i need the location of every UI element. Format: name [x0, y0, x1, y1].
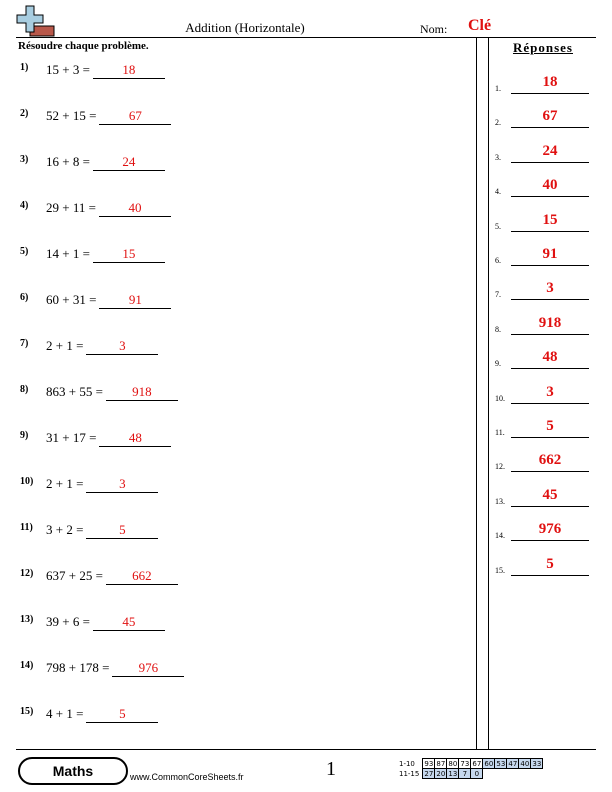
answer-blank[interactable]: 5	[86, 706, 158, 723]
problem-expression: 39 + 6 =	[46, 614, 90, 629]
problem-row	[20, 522, 158, 546]
answer-blank[interactable]: 3	[86, 338, 158, 355]
problem-row	[20, 660, 184, 684]
instructions: Résoudre chaque problème.	[18, 40, 149, 52]
problem-number: 13)	[20, 614, 34, 625]
problem-row	[20, 706, 158, 730]
answer-key-value: 45	[542, 486, 558, 503]
answer-key-line	[511, 506, 589, 507]
answer-key-number: 8.	[495, 324, 501, 334]
answer-key-value: 3	[546, 280, 554, 297]
answer-key-line	[511, 540, 589, 541]
score-cell: 20	[436, 769, 446, 778]
answer-key-number: 11.	[495, 428, 505, 437]
problem-number: 2)	[20, 108, 29, 119]
problem-number: 3)	[20, 154, 29, 165]
answer-key-line	[511, 162, 589, 163]
answer-key-line	[511, 196, 589, 197]
score-cell: 93	[424, 759, 434, 768]
answer-key-line	[511, 403, 589, 404]
problem-row	[20, 108, 171, 132]
answer-blank[interactable]: 3	[86, 476, 158, 493]
subject-badge: Maths	[18, 757, 128, 785]
problem-number: 8)	[20, 384, 29, 395]
problem-row	[20, 384, 178, 408]
problem-expression: 637 + 25 =	[46, 568, 103, 583]
answer-key-number: 9.	[495, 359, 501, 369]
answer-key-item	[495, 212, 595, 236]
answer-key-item	[495, 246, 595, 270]
answers-title: Réponses	[512, 40, 573, 55]
answer-key-number: 7.	[495, 290, 501, 300]
score-cell: 7	[459, 769, 471, 779]
answer-key-line	[511, 265, 589, 266]
answer-key-line	[511, 471, 589, 472]
answer-key-item	[495, 418, 595, 442]
score-cell: 87	[436, 759, 446, 768]
answer-key-item	[495, 384, 595, 408]
answer-key-value: 662	[538, 452, 562, 469]
problem-number: 9)	[20, 430, 29, 441]
problem-expression: 60 + 31 =	[46, 292, 97, 307]
score-cell: 67	[472, 759, 482, 768]
answer-key-number: 2.	[495, 118, 501, 128]
score-cell: 47	[508, 759, 518, 768]
score-row	[398, 769, 543, 779]
problem-number: 7)	[20, 338, 29, 349]
problem-row	[20, 154, 165, 178]
answer-key-value: 5	[546, 555, 554, 572]
answer-key-item	[495, 108, 595, 132]
answer-key-number: 14.	[495, 531, 505, 541]
score-cell: 27	[424, 769, 434, 778]
column-divider	[488, 37, 489, 749]
footer-divider	[16, 749, 596, 750]
answer-key-item	[495, 521, 595, 545]
score-cell: 40	[520, 759, 530, 768]
answer-key-number: 5.	[495, 221, 501, 231]
page-number: 1	[326, 758, 336, 780]
answer-key-number: 1.	[495, 84, 501, 93]
problem-number: 6)	[20, 292, 29, 303]
answer-blank[interactable]: 48	[99, 430, 171, 447]
problem-number: 11)	[20, 522, 33, 533]
problem-row	[20, 292, 171, 316]
answer-key-item	[495, 74, 595, 98]
answer-key-value: 918	[538, 314, 562, 331]
answer-key-number: 6.	[495, 256, 501, 265]
problem-row	[20, 476, 158, 500]
answer-key-value: 18	[542, 74, 558, 90]
answer-key-value: 91	[542, 246, 558, 262]
score-cell: 80	[448, 759, 458, 768]
answer-key-line	[511, 93, 589, 94]
answer-key-value: 3	[546, 383, 554, 400]
answer-key-line	[511, 437, 589, 438]
problem-row	[20, 430, 171, 454]
answer-key-item	[495, 177, 595, 201]
answer-key-item	[495, 349, 595, 373]
answer-blank[interactable]: 67	[99, 108, 171, 125]
problem-expression: 2 + 1 =	[46, 338, 84, 353]
score-cell: 73	[460, 759, 470, 768]
answer-key-item	[495, 280, 595, 304]
answer-key-line	[511, 334, 589, 335]
answer-blank[interactable]: 40	[99, 200, 171, 217]
problem-expression: 3 + 2 =	[46, 522, 84, 537]
problem-number: 12)	[20, 568, 34, 579]
answer-key-value: 40	[542, 177, 558, 194]
problem-number: 4)	[20, 200, 29, 211]
score-range-label: 1-10	[399, 759, 415, 768]
answer-blank[interactable]: 5	[86, 522, 158, 539]
score-cell: 33	[532, 759, 542, 768]
answer-blank[interactable]: 15	[93, 246, 165, 263]
problem-expression: 31 + 17 =	[46, 430, 97, 445]
website-link[interactable]: www.CommonCoreSheets.fr	[130, 772, 244, 782]
score-cell: 0	[471, 769, 483, 779]
problem-expression: 14 + 1 =	[46, 246, 90, 261]
problem-row	[20, 246, 165, 270]
problem-row	[20, 614, 165, 638]
answer-blank[interactable]: 91	[99, 292, 171, 309]
answer-blank[interactable]: 24	[93, 154, 165, 171]
answer-key-value: 15	[542, 211, 558, 228]
score-range-label: 11-15	[399, 769, 420, 778]
answer-key-item	[495, 556, 595, 580]
problem-number: 14)	[20, 660, 34, 671]
answer-key-item	[495, 452, 595, 476]
name-value: Clé	[468, 17, 492, 34]
header-divider	[16, 37, 596, 38]
answer-key-value: 67	[542, 108, 558, 125]
problem-expression: 2 + 1 =	[46, 476, 84, 491]
problem-number: 5)	[20, 246, 29, 257]
score-cell: 60	[484, 759, 494, 768]
problem-expression: 863 + 55 =	[46, 384, 103, 399]
answer-key-value: 976	[538, 521, 562, 538]
answer-key-line	[511, 368, 589, 369]
problem-expression: 4 + 1 =	[46, 706, 84, 721]
answer-blank[interactable]: 976	[112, 660, 184, 677]
problem-row	[20, 62, 165, 86]
answer-key-number: 13.	[495, 496, 505, 506]
answer-key-number: 12.	[495, 462, 505, 472]
problem-number: 1)	[20, 62, 29, 73]
score-cell: 13	[448, 769, 458, 778]
answer-key-item	[495, 487, 595, 511]
answer-blank[interactable]: 45	[93, 614, 165, 631]
answer-key-value: 5	[546, 418, 554, 434]
answer-key-value: 48	[542, 349, 558, 366]
problem-row	[20, 338, 158, 362]
answer-key-number: 3.	[495, 152, 501, 162]
answer-key-value: 24	[542, 142, 558, 159]
answer-key-line	[511, 231, 589, 232]
column-divider	[476, 37, 477, 749]
answer-key-item	[495, 315, 595, 339]
name-label: Nom:	[420, 22, 448, 36]
problem-expression: 29 + 11 =	[46, 200, 96, 215]
answer-key-line	[511, 575, 589, 576]
score-table	[398, 758, 543, 779]
problem-expression: 16 + 8 =	[46, 154, 90, 169]
answer-key-number: 15.	[495, 565, 505, 575]
problem-number: 10)	[20, 476, 34, 487]
answer-key-number: 4.	[495, 187, 501, 197]
answer-blank[interactable]: 18	[93, 62, 165, 79]
worksheet-title: Addition (Horizontale)	[185, 20, 305, 35]
problem-row	[20, 200, 171, 224]
answer-blank[interactable]: 662	[106, 568, 178, 585]
answer-key-line	[511, 299, 589, 300]
answer-key-line	[511, 127, 589, 128]
problem-expression: 798 + 178 =	[46, 660, 110, 675]
answer-key-number: 10.	[495, 393, 505, 403]
problem-expression: 15 + 3 =	[46, 62, 90, 77]
problem-row	[20, 568, 178, 592]
score-cell: 53	[496, 759, 506, 768]
answer-blank[interactable]: 918	[106, 384, 178, 401]
problem-number: 15)	[20, 706, 34, 717]
answer-key-item	[495, 143, 595, 167]
score-row	[398, 759, 543, 769]
problem-expression: 52 + 15 =	[46, 108, 97, 123]
